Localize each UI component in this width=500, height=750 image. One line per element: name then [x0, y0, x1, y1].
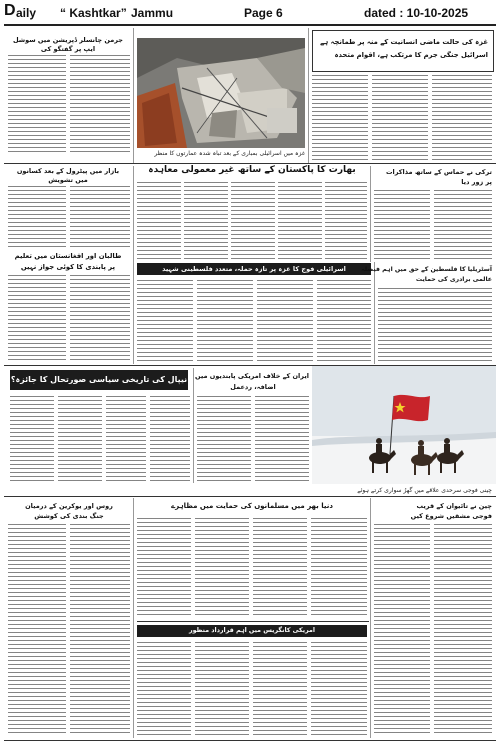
- text-column: [8, 55, 66, 155]
- headline-top-left-1: جرمن چانسلر ڈپریشن میں سوشل: [12, 36, 123, 44]
- text-column: [317, 280, 371, 362]
- headline-top-right-2: اسرائیل جنگی جرم کا مرتکب ہے، اقوام متحدہ: [334, 51, 488, 59]
- headline-right-mid-2: پر زور دیا: [461, 178, 492, 186]
- text-column: [257, 280, 313, 362]
- text-column: [374, 190, 430, 260]
- text-column: [8, 524, 66, 736]
- headline-iran-2: اضافہ، ردعمل: [230, 383, 276, 391]
- text-column: [137, 518, 191, 618]
- text-column: [434, 524, 492, 736]
- text-column: [325, 182, 367, 260]
- text-column: [70, 524, 130, 736]
- text-column: [378, 288, 492, 362]
- headline-right-lower-1: آسٹریلیا کا فلسطین کے حق میں اہم فیصلہ: [361, 266, 492, 273]
- horse-riders-art: [312, 366, 496, 484]
- headline-bottom-left-2: جنگ بندی کی کوشش: [34, 512, 104, 520]
- headline-bottom-center: دنیا بھر میں مسلمانوں کی حمایت میں مظاہرے: [171, 502, 333, 510]
- headline-iran-1: ایران کے خلاف امریکی پابندیوں میں: [195, 372, 309, 380]
- masthead-paper-name: “ Kashtkar”: [60, 6, 127, 20]
- masthead-page: Page 6: [244, 6, 283, 20]
- text-column: [150, 396, 190, 481]
- headline-mid-left-1: بازار میں پیٹرول کے بعد کسانوں: [16, 167, 120, 175]
- masthead-date: dated : 10-10-2025: [364, 6, 469, 20]
- banner-headline-bottom: امریکی کانگریس میں اہم قرارداد منظور: [137, 625, 367, 637]
- text-column: [137, 642, 191, 736]
- column-rule: [133, 28, 134, 163]
- text-column: [106, 396, 146, 481]
- headline-right-lower-2: عالمی برادری کی حمایت: [415, 276, 492, 283]
- headline-bottom-left-1: روس اور یوکرین کے درمیان: [25, 502, 113, 510]
- horses-caption: چینی فوجی سرحدی علاقے میں گھڑ سواری کرتے ہوئے: [357, 487, 492, 494]
- text-column: [372, 75, 428, 163]
- section-rule: [4, 163, 496, 164]
- column-rule: [133, 498, 134, 738]
- text-column: [70, 275, 130, 363]
- masthead-city: Jammu: [131, 6, 174, 20]
- rubble-caption: غزہ میں اسرائیلی بمباری کے بعد تباہ شدہ عمارتوں کا منظر: [154, 150, 305, 157]
- horse-riders-photo: [312, 366, 496, 484]
- nepal-headline: نیپال کی تاریخی سیاسی صورتحال کا جائزہ؟: [10, 370, 188, 390]
- text-column: [253, 518, 307, 618]
- text-column: [70, 186, 130, 248]
- headline-bottom-right-2: فوجی مشقیں شروع کیں: [410, 512, 492, 520]
- headline-bottom-right-1: چین نے تائیوان کے قریب: [416, 502, 492, 510]
- text-column: [197, 280, 253, 362]
- text-column: [253, 642, 307, 736]
- text-column: [311, 518, 367, 618]
- text-column: [278, 182, 322, 260]
- headline-top-right-1: غزہ کی حالت ماضی انسانیت کے منہ پر طمانچہ ہے: [320, 38, 488, 46]
- text-column: [311, 642, 367, 736]
- text-column: [374, 524, 430, 736]
- text-column: [70, 55, 130, 155]
- masthead: [4, 2, 496, 26]
- column-rule: [193, 368, 194, 483]
- headline-taliban-2: پر پابندی کا کوئی جواز نہیں: [20, 263, 116, 271]
- text-column: [8, 275, 66, 363]
- column-rule: [133, 166, 134, 364]
- column-rule: [370, 498, 371, 738]
- headline-mid-left-2: میں تشویش: [48, 176, 88, 184]
- text-column: [137, 280, 193, 362]
- text-column: [58, 396, 102, 481]
- column-rule: [374, 262, 375, 364]
- text-column: [434, 190, 492, 260]
- headline-top-left-2: ایپ پر گفتگو کی: [40, 45, 96, 53]
- section-rule: [137, 621, 369, 622]
- text-column: [231, 182, 275, 260]
- masthead-first-letter: D: [4, 2, 16, 19]
- column-rule: [308, 28, 309, 163]
- footer-rule: [4, 740, 496, 741]
- text-column: [8, 186, 66, 248]
- text-column: [195, 642, 249, 736]
- text-column: [312, 75, 368, 163]
- headline-center-main: بھارت کا پاکستان کے ساتھ غیر معمولی معاہدہ: [148, 165, 356, 175]
- rubble-photo-art: [137, 38, 305, 148]
- text-column: [197, 396, 251, 481]
- headline-taliban-1: طالبان اور افغانستان میں تعلیم: [14, 252, 122, 260]
- masthead-daily: aily: [16, 6, 37, 20]
- text-column: [184, 182, 228, 260]
- banner-headline: اسرائیلی فوج کا غزہ پر تازہ حملہ، متعدد فلسطینی شہید: [137, 263, 371, 275]
- text-column: [195, 518, 249, 618]
- rubble-photo: [137, 38, 305, 148]
- text-column: [432, 75, 492, 163]
- text-column: [10, 396, 54, 481]
- headline-right-mid-1: ترکی نے حماس کے ساتھ مذاکرات: [385, 168, 492, 176]
- text-column: [255, 396, 309, 481]
- section-rule: [4, 496, 496, 497]
- text-column: [137, 182, 181, 260]
- column-rule: [370, 166, 371, 262]
